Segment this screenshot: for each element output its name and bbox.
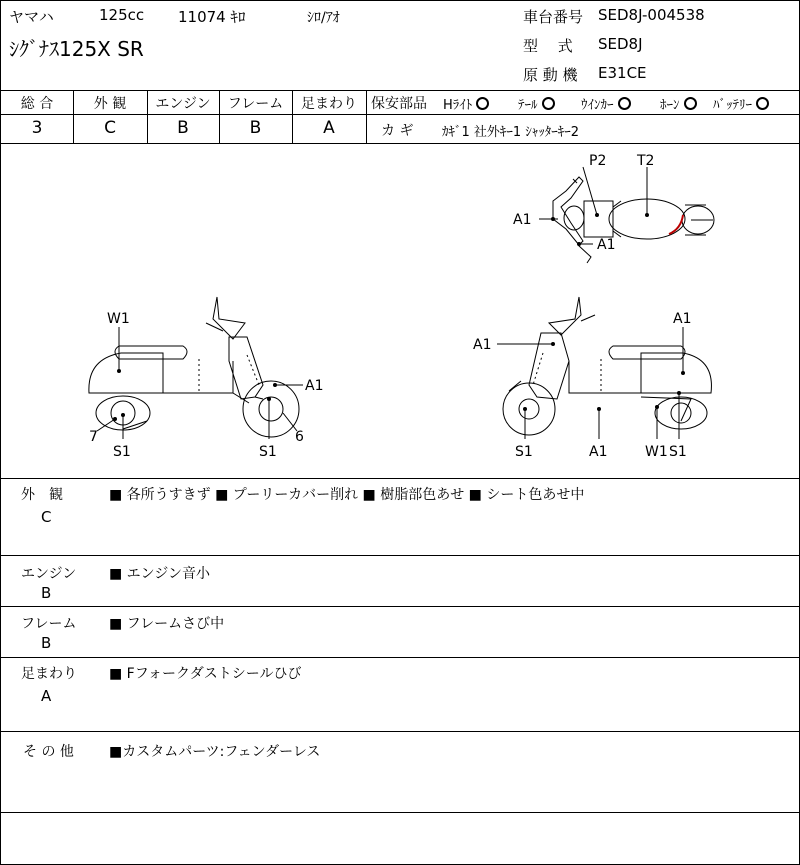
- damage-diagram: [1, 143, 800, 479]
- remark-grade-frame: B: [41, 634, 52, 652]
- safety-item-headlight: Hﾗｲﾄ: [443, 94, 489, 113]
- grade-header-exterior: 外 観: [93, 96, 127, 112]
- ok-circle-icon: [542, 97, 555, 110]
- grade-exterior: C: [104, 118, 116, 138]
- frame-no-label: 車台番号: [523, 8, 584, 26]
- key-label: カ ギ: [381, 123, 414, 139]
- grade-overall: 3: [31, 118, 43, 138]
- ok-circle-icon: [618, 97, 631, 110]
- divider: [366, 114, 800, 115]
- label-s1-right-front: S1: [515, 444, 533, 460]
- remark-text-engine: ■ エンジン音小: [109, 566, 210, 582]
- grade-header-overall: 総 合: [20, 96, 54, 112]
- mileage: 11074 ｷﾛ: [178, 8, 246, 26]
- key-value: ｶｷﾞ1 社外ｷｰ1 ｼｬｯﾀｰｷｰ2: [442, 125, 580, 140]
- divider: [1, 478, 800, 479]
- remark-text-frame: ■ フレームさび中: [109, 616, 225, 632]
- grade-suspension: A: [323, 118, 335, 138]
- engine-value: E31CE: [598, 64, 647, 82]
- label-a1-left: A1: [305, 378, 324, 394]
- remark-grade-engine: B: [41, 584, 52, 602]
- remark-text-suspension: ■ Fフォークダストシールひび: [109, 666, 302, 682]
- divider: [1, 114, 366, 115]
- safety-item-tail: ﾃｰﾙ: [518, 94, 555, 113]
- remark-label-engine: エンジン: [21, 566, 77, 582]
- remark-grade-exterior: C: [41, 508, 52, 526]
- ok-circle-icon: [756, 97, 769, 110]
- safety-item-battery: ﾊﾞｯﾃﾘｰ: [713, 94, 769, 113]
- color: ｼﾛ/ｱｵ: [307, 10, 340, 26]
- ok-circle-icon: [684, 97, 697, 110]
- label-a1-top-lower: A1: [597, 237, 616, 253]
- remark-text-other: ■カスタムパーツ:フェンダーレス: [109, 744, 321, 760]
- label-w1-right: W1: [645, 444, 668, 460]
- label-s1-right-rear: S1: [669, 444, 687, 460]
- grade-header-engine: エンジン: [155, 96, 211, 112]
- engine-label: 原 動 機: [523, 66, 578, 84]
- remark-label-suspension: 足まわり: [21, 666, 77, 682]
- grade-header-suspension: 足まわり: [301, 96, 357, 112]
- divider: [1, 657, 800, 658]
- label-p2: P2: [589, 153, 607, 169]
- grade-frame: B: [249, 118, 262, 138]
- remark-label-other: そ の 他: [23, 744, 74, 760]
- label-w1-left: W1: [107, 311, 130, 327]
- model-name: ｼｸﾞﾅｽ125X SR: [9, 37, 144, 61]
- remark-text-exterior: ■ 各所うすきず ■ プーリーカバー削れ ■ 樹脂部色あせ ■ シート色あせ中: [109, 487, 585, 503]
- ok-circle-icon: [476, 97, 489, 110]
- label-s1-left-front: S1: [259, 444, 277, 460]
- divider: [366, 90, 367, 143]
- label-a1-right-bottom: A1: [589, 444, 608, 460]
- type-value: SED8J: [598, 35, 643, 53]
- safety-item-horn: ﾎｰﾝ: [660, 94, 697, 113]
- label-6-left: 6: [295, 429, 304, 445]
- type-label: 型 式: [523, 37, 573, 55]
- label-a1-right-front: A1: [473, 337, 492, 353]
- remark-label-exterior: 外 観: [21, 487, 63, 503]
- remark-grade-suspension: A: [41, 687, 52, 705]
- frame-no: SED8J-004538: [598, 6, 705, 24]
- label-7-left: 7: [89, 429, 98, 445]
- top-view-scooter: [549, 177, 714, 263]
- grade-engine: B: [177, 118, 189, 138]
- label-t2: T2: [637, 153, 655, 169]
- divider: [1, 812, 800, 813]
- grade-header-frame: フレーム: [227, 96, 284, 112]
- maker: ヤマハ: [9, 8, 54, 26]
- divider: [1, 606, 800, 607]
- divider: [1, 90, 800, 91]
- displacement: 125cc: [99, 6, 145, 24]
- label-a1-right-top: A1: [673, 311, 692, 327]
- divider: [1, 555, 800, 556]
- divider: [1, 731, 800, 732]
- label-s1-left-rear: S1: [113, 444, 131, 460]
- label-a1-top: A1: [513, 212, 532, 228]
- safety-label: 保安部品: [371, 96, 427, 112]
- safety-item-winker: ｳｲﾝｶｰ: [581, 94, 631, 113]
- remark-label-frame: フレーム: [21, 616, 77, 632]
